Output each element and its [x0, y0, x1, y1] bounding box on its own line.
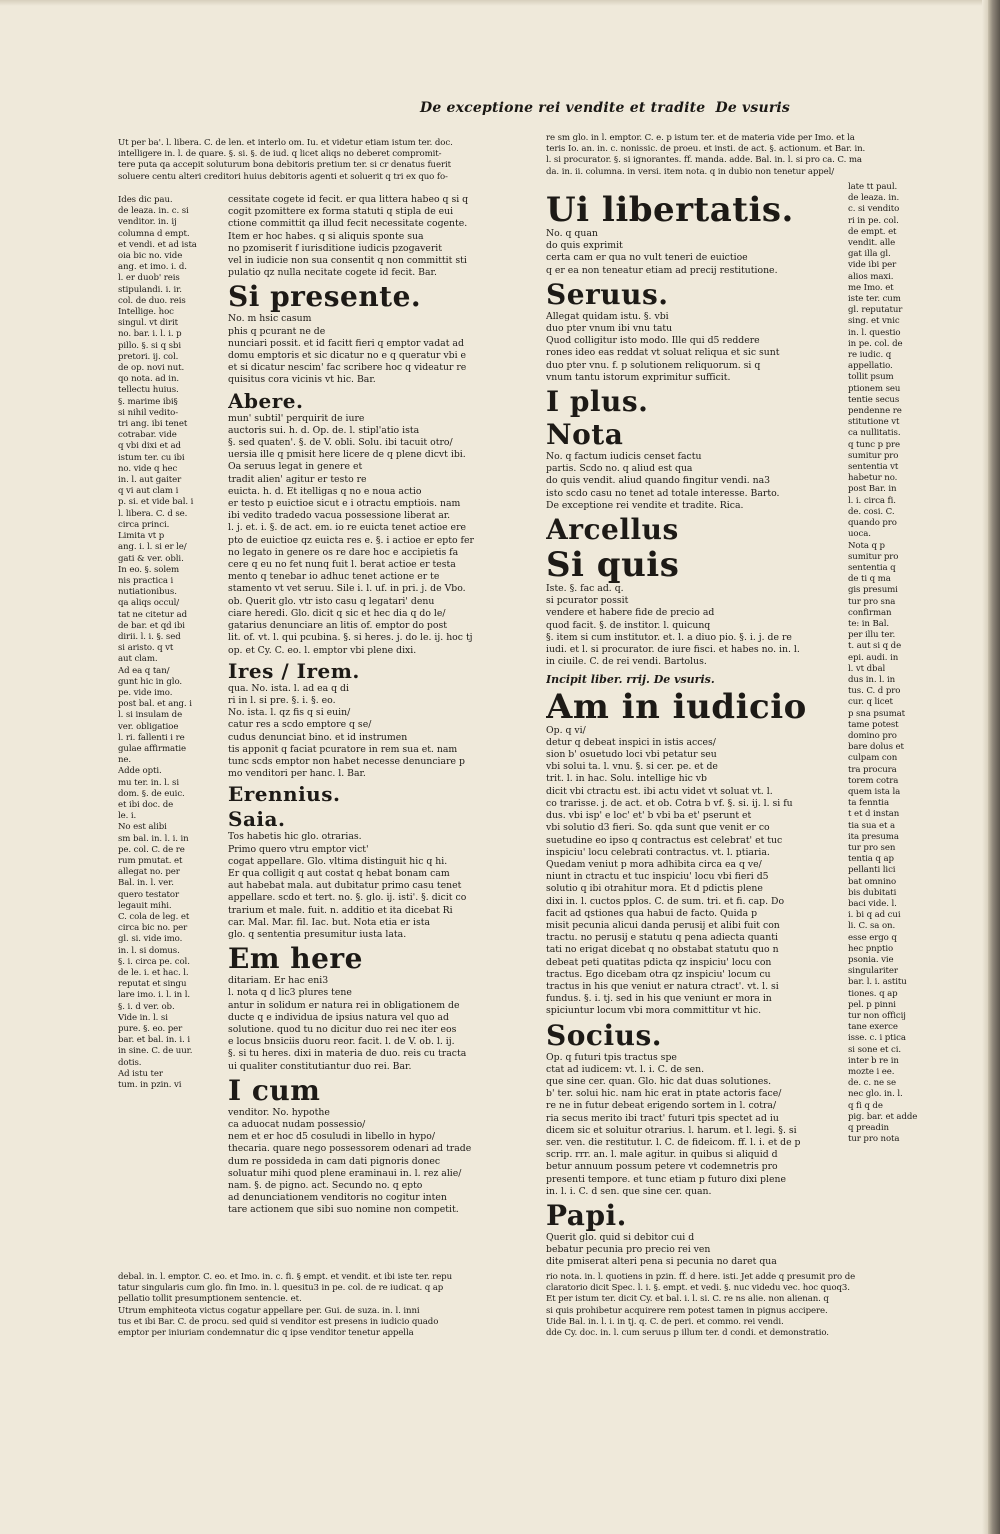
paragraph: No. q factum iudicis censet factu partis. Scdo no. q aliud est qua do quis vendit. aliud quando fingitur vendi. na3 isto scdo casu no tenet ad totale interesse. Barto. De exceptione rei vendite et tradite. Rica. [546, 451, 780, 511]
running-head [420, 100, 790, 124]
running-head-right: De vsuris [715, 100, 790, 116]
rubric-heading: Seruus. [546, 277, 669, 311]
paragraph: Iste. §. fac ad. q. si pcurator possit vendere et habere fide de precio ad quod facit. §. de institor. l. quicunq §. item si cum institutor. et. l. a diuo pio. §. i. j. de re iudi. et l. si procurator. de iure fisci. et habes no. in. l. in ciuile. C. de rei vendi. Bartolus. [546, 583, 800, 668]
rubric-heading: Socius. [546, 1018, 662, 1052]
rubric-heading: I plus. [546, 385, 649, 419]
rubric-heading: Arcellus [546, 513, 679, 547]
paragraph: No. m hsic casum phis q pcurant ne de nunciari possit. et id facitt fieri q emptor vadat ad domu emptoris et sic dicatur no e q queratur vbi e et si dicatur nescim' fac scribere hoc q videatur re quisitus cora vicinis vt hic. Bar. [228, 313, 467, 386]
rubric-heading: Ui libertatis. [546, 190, 794, 230]
rubric-heading: Em here [228, 942, 363, 976]
rubric-heading: I cum [228, 1073, 321, 1107]
book-spine [988, 0, 1000, 1534]
paragraph: Querit glo. quid si debitor cui d bebatur pecunia pro precio rei ven dite pmiserat alteri pena si pecunia no daret qua [546, 1231, 777, 1268]
rubric-heading: Am in iudicio [546, 686, 807, 727]
left-margin-gloss: Ides dic pau. de leaza. in. c. si venditor. in. ij columna d empt. et vendi. et ad ista oia bic no. vide ang. et imo. i. d. l. er duob' reis stipulandi. i. ir. col. de duo. reis Intellige. hoc singul. vt dirit no. bar. i. l. i. p pillo. §. si q sbi pretori. ij. col. de op. novi nut. qo nota. ad in. tellectu huius. §. marime ibi§ si nihil vedito- tri ang. ibi tenet cotrabar. vide q vbi dixi et ad istum ter. cu ibi no. vide q hec in. l. aut gaiter q vi aut clam i p. si. et vide bal. i l. libera. C. d se. circa princi. Limita vt p ang. i. l. si er le/ gati & ver. obli. In eo. §. solem nis practica i nutiationibus. qa aliqs occul/ tat ne citetur ad de bar. et qd ibi dirii. l. i. §. sed si aristo. q vt aut clam. Ad ea q tan/ gunt hic in glo. pe. vide imo. post bal. et ang. i l. si insulam de ver. obligatioe l. ri. fallenti i re gulae affirmatie ne. Adde opti. mu ter. in. l. si dom. §. de euic. et ibi doc. de le. i. No est alibi sm bal. in. l. i. in pe. col. C. de re rum pmutat. et allegat no. per Bal. in. l. ver. quero testator legauit mihi. C. cola de leg. et circa bic no. per gl. si. vide imo. in. l. si domus. §. i. circa pe. col. de le. i. et hac. l. reputat et singu lare imo. i. l. in l. §. i. d ver. ob. Vide in. l. si pure. §. eo. per bar. et bal. in. i. i in sine. C. de uur. dotis. Ad istu ter tum. in pzin. vi [118, 195, 197, 1091]
page-top-shadow [0, 0, 1000, 6]
book-heading: Incipit liber. rrij. De vsuris. [546, 673, 715, 687]
top-gloss-right: re sm glo. in l. emptor. C. e. p istum ter. et de materia vide per Imo. et la teris Io. an. in. c. nonissic. de proeu. et insti. de act. §. actionum. et Bar. in. l. si procurator. §. si ignorantes. ff. manda. adde. Bal. in. l. si pro ca. C. ma da. in. ii. columna. in versi. item nota. q in dubio non tenetur appel/ [546, 133, 866, 177]
main-column-left [228, 194, 530, 1274]
paragraph: No. q quan do quis exprimit certa cam er qua no vult teneri de euictioe q er ea non teneatur etiam ad precij restitutione. [546, 228, 778, 276]
rubric-heading: Abere. [228, 388, 304, 413]
rubric-heading: Si presente. [228, 280, 422, 314]
main-column-right [546, 190, 846, 1270]
rubric-heading: Erennius. [228, 782, 341, 807]
running-head-left: De exceptione rei vendite et tradite [420, 100, 706, 116]
paragraph: qua. No. ista. l. ad ea q di ri in l. si pre. §. i. §. eo. No. ista. l. qz fis q si euin/ catur res a scdo emptore q se/ cudus denunciat bino. et id instrumen tis apponit q faciat pcuratore in rem sua et. nam tunc scds emptor non habet necesse denunciare p mo venditori per hanc. l. Bar. [228, 682, 465, 780]
top-gloss-left: Ut per ba'. l. libera. C. de len. et interlo om. Iu. et videtur etiam istum ter. doc. intelligere in. l. de quare. §. si. §. de iud. q licet aliqs no deberet compromit- tere puta qa accepit soluturum bona debitoris pretium ter. si cr denatus fuerit soluere centu alteri creditori huius debitoris agenti et soluerit q tri ex quo fo- [118, 138, 453, 182]
rubric-heading: Saia. [228, 807, 286, 832]
rubric-heading: Ires / Irem. [228, 658, 360, 683]
paragraph: mun' subtil' perquirit de iure auctoris sui. h. d. Op. de. l. stipl'atio ista §. sed quaten'. §. de V. obli. Solu. ibi tacuit otro/ uersia ille q pmisit here licere de q plene dicvt ibi. Oa seruus legat in genere et tradit alien' agitur er testo re euicta. h. d. Et itelligas q no e noua actio er testo p euictioe sicut e i otractu emptiois. nam ibi vedito tradedo vacua possessione liberat ar. l. j. et. i. §. de act. em. io re euicta tenet actioe ere pto de euictioe qz euicta res e. §. i actioe er epto fer no legato in genere os re dare hoc e accipietis fa cere q eu no fet nunq fuit l. berat actioe er testa mento q tenebar io adhuc tenet actione er te stamento vt vet seruu. Sile i. l. uf. in pri. j. de Vbo. ob. Querit glo. vtr isto casu q legatari' denu ciare heredi. Glo. dicit q sic et hec dia q do le/ gatarius denunciare an litis of. emptor do post lit. of. vt. l. qui pcubina. §. si heres. j. do le. ij. hoc tj op. et Cy. C. eo. l. emptor vbi plene dixi. [228, 412, 474, 656]
paragraph: Tos habetis hic glo. otrarias. Primo quero vtru emptor vict' cogat appellare. Glo. vltima distinguit hic q hi. Er qua colligit q aut costat q hebat bonam cam aut habebat mala. aut dubitatur primo casu tenet appellare. scdo et tert. no. §. glo. ij. isti'. §. dicit co trarium et male. fuit. n. additio et ita dicebat Ri car. Mal. Mar. fil. Iac. but. Nota etia er ista glo. q sententia presumitur iusta lata. [228, 831, 467, 940]
right-margin-gloss: late tt paul. de leaza. in. c. si vendito ri in pe. col. de empt. et vendit. alle gat illa gl. vide ibi per alios maxi. me Imo. et iste ter. cum gl. reputatur sing. et vnic in. l. questio in pe. col. de re iudic. q appellatio. tollit psum ptionem seu tentie secus pendenne re stitutione vt ca nullitatis. q tunc p pre sumitur pro sententia vt habetur no. post Bar. in l. i. circa fi. de. cosi. C. quando pro uoca. Nota q p sumitur pro sententia q de ti q ma gis presumi tur pro sna confirman te: in Bal. per illu ter. t. aut si q de epi. audi. in l. vt dbal dus in. l. in tus. C. d pro cur. q licet p sna psumat tame potest domino pro bare dolus et culpam con tra procura torem cotra quem ista la ta fenntia t et d instan tia sua et a ita presuma tur pro sen tentia q ap pellanti lici bat omnino bis dubitati baci vide. l. i. bi q ad cui li. C. sa on. esse ergo q hec pnptio psonia. vie singulariter bar. l. i. astitu tiones. q ap pel. p pinni tur non officij tane exerce isse. c. i ptica si sone et ci. inter b re in mozte i ee. de. c. ne se nec glo. in. l. q fi q de pig. bar. et adde q preadin tur pro nota [848, 182, 918, 1145]
bottom-gloss-left: debal. in. l. emptor. C. eo. et Imo. in. c. fi. § empt. et vendit. et ibi iste ter. repu tatur singularis cum glo. fin Imo. in. l. quesitu3 in pe. col. de re iudicat. q ap pellatio tollit presumptionem sentencie. et. Utrum emphiteota victus cogatur appellare per. Gui. de suza. in. l. inni tus et ibi Bar. C. de procu. sed quid si venditor est presens in iudicio quado emptor per iniuriam condemnatur dic q ipse venditor tenetur appella [118, 1272, 453, 1339]
paragraph: Op. q vi/ detur q debeat inspici in istis acces/ sion b' osuetudo loci vbi petatur seu vbi solui ta. l. vnu. §. si cer. pe. et de trit. l. in hac. Solu. intellige hic vb dicit vbi ctractu est. ibi actu videt vt soluat vt. l. co trarisse. j. de act. et ob. Cotra b vf. §. si. ij. l. si fu dus. vbi isp' e loc' et' b vbi ba et' pserunt et vbi solutio d3 fieri. So. qda sunt que venit er co suetudine eo ipso q contractus est celebrat' et tuc inspiciu' locu celebrati contractus. vt. l. ptiaria. Quedam veniut p mora adhibita circa ea q ve/ niunt in ctractu et tuc inspiciu' locu vbi fieri d5 solutio q ibi otrahitur mora. Et d pdictis plene dixi in. l. cuctos pplos. C. de sum. tri. et fi. cap. Do facit ad qstiones qua habui de facto. Quida p misit pecunia alicui danda perusij et alibi fuit con tractu. no perusij e statutu q pena adiecta quanti tati no erigat dicebat q no obstabat statutu quo n debeat peti quatitas pdicta qz inspiciu' locu con tractus. Ego dicebam otra qz inspiciu' locum cu tractus in his que veniut er natura ctract'. vt. l. si fundus. §. i. tj. sed in his que veniunt er mora in spiciuntur locum vbi mora committitur vt hic. [546, 724, 793, 1017]
paragraph: venditor. No. hypothe ca aduocat nudam possessio/ nem et er hoc d5 cosuludi in libello in hypo/ thecaria. quare nego possessorem odenari ad trade dum re possideda in cam dati pignoris donec soluatur mihi quod plene eraminaui in. l. rez alie/ nam. §. de pigno. act. Secundo no. q epto ad denunciationem venditoris no cogitur inten tare actionem que sibi suo nomine non competit. [228, 1106, 472, 1216]
bottom-gloss-right: rio nota. in. l. quotiens in pzin. ff. d here. isti. Jet adde q presumit pro de claratorio dicit Spec. l. i. §. empt. et vedi. §. nuc videdu vec. hoc quoq3. Et per istum ter. dicit Cy. et bal. i. l. si. C. re ns alie. non alienan. q si quis prohibetur acquirere rem potest tamen in pignus accipere. Uide Bal. in. l. i. in tj. q. C. de peri. et commo. rei vendi. dde Cy. doc. in. l. cum seruus p illum ter. d condi. et demonstratio. [546, 1272, 856, 1339]
paragraph: Allegat quidam istu. §. vbi duo pter vnum ibi vnu tatu Quod colligitur isto modo. Ille qui d5 reddere rones ideo eas reddat vt soluat reliqua et sic sunt duo pter vnu. f. p solutionem reliquorum. si q vnum tantu istorum exprimitur sufficit. [546, 310, 780, 383]
rubric-heading: Nota [546, 418, 624, 452]
paragraph: ditariam. Er hac eni3 l. nota q d lic3 plures tene antur in solidum er natura rei in obligationem de ducte q e individua de ipsius natura vel quo ad solutione. quod tu no dicitur duo rei nec iter eos e locus bnsiciis duoru reor. facit. l. de V. ob. l. ij. §. si tu heres. dixi in materia de duo. reis cu tracta ui qualiter constitutiantur duo rei. Bar. [228, 975, 467, 1072]
paragraph: cessitate cogete id fecit. er qua littera habeo q si q cogit pzomittere ex forma statuti q stipla de eui ctione committit qa illud fecit necessitate cogente. Item er hoc habes. q si aliquis sponte sua no pzomiserit f iurisditione iudicis pzogaverit vel in iudicie non sua consentit q non committit sti pulatio qz nulla necitate cogete id fecit. Bar. [228, 194, 469, 279]
rubric-heading: Si quis [546, 545, 680, 586]
rubric-heading: Papi. [546, 1198, 627, 1232]
paragraph: Op. q futuri tpis tractus spe ctat ad iudicem: vt. l. i. C. de sen. que sine cer. quan. Glo. hic dat duas solutiones. b' ter. solui hic. nam hic erat in ptate actoris face/ re ne in futur debeat erigendo sortem in l. cotra/ ria secus merito ibi tract' futuri tpis spectet ad iu dicem sic et soluitur otrarius. l. harum. et l. legi. §. si ser. ven. die restitutur. l. C. de fideicom. ff. l. i. et de p scrip. rrr. an. l. male agitur. in quibus si aliquid d betur annuum possum petere vt codemnetris pro presenti tempore. et tunc etiam p futuro dixi plene in. l. i. C. d sen. que sine cer. quan. [546, 1051, 801, 1197]
